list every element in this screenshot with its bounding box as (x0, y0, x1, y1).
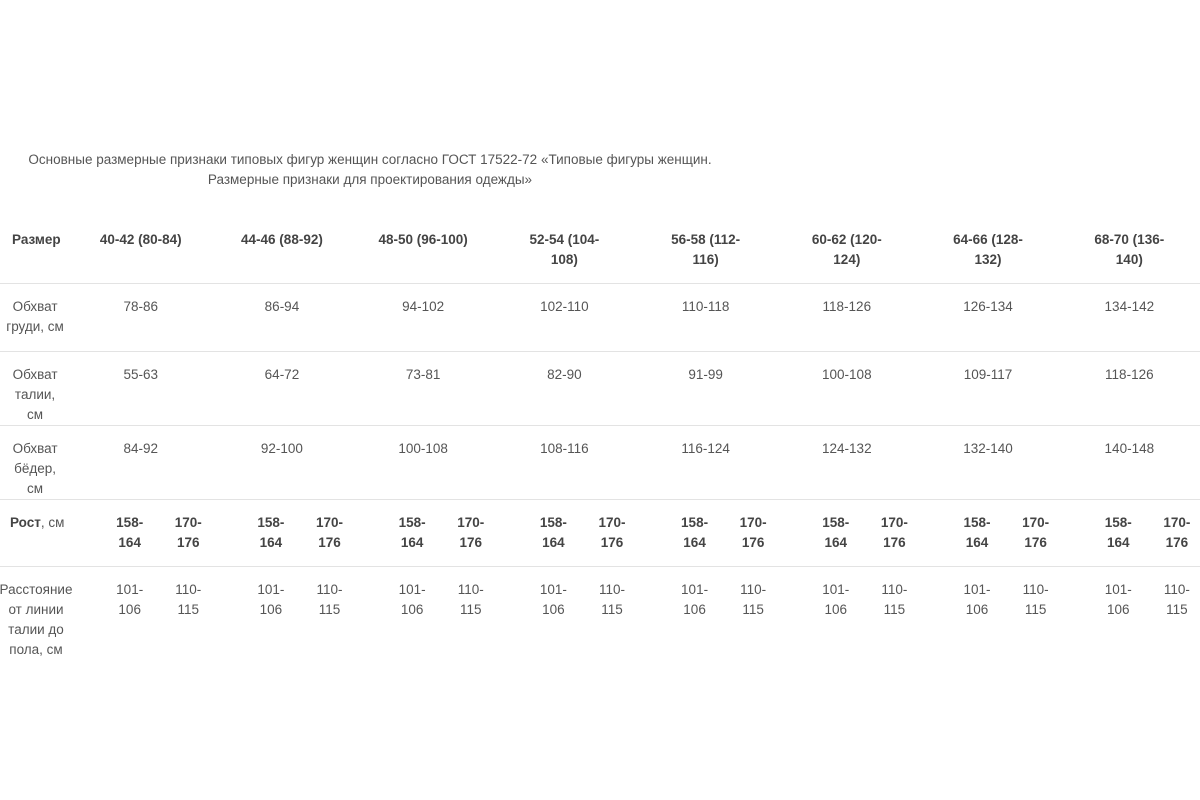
table-cell: 91-99 (688, 367, 723, 382)
caption-line-1: Основные размерные признаки типовых фигур женщин согласно ГОСТ 17522-72 «Типовые фигуры женщин. (28, 152, 712, 167)
height-value: 170-176 (880, 515, 908, 550)
distance-value: 101-106 (257, 582, 285, 617)
distance-value: 101-106 (539, 582, 567, 617)
distance-value: 101-106 (963, 582, 991, 617)
height-value: 158-164 (539, 515, 567, 550)
size-table (0, 217, 1200, 660)
table-cell: 108-116 (540, 441, 589, 456)
height-value: 170-176 (1163, 515, 1191, 550)
height-value: 170-176 (457, 515, 485, 550)
table-cell: 73-81 (405, 367, 441, 382)
table-cell: 86-94 (264, 299, 300, 314)
size-cell (917, 217, 1058, 284)
table-cell: 100-108 (398, 441, 448, 456)
caption-line-2: Размерные признаки для проектирования одежды» (207, 172, 533, 187)
height-value: 158-164 (116, 515, 144, 550)
table-cell: 82-90 (547, 367, 582, 382)
distance-value: 110-115 (1022, 582, 1049, 617)
height-value: 170-176 (598, 515, 626, 550)
size-cell (211, 217, 352, 284)
height-value: 158-164 (963, 515, 991, 550)
height-header-label: Рост, см (10, 515, 65, 530)
size-cell (353, 217, 494, 284)
height-value: 170-176 (739, 515, 767, 550)
table-cell: 102-110 (540, 299, 589, 314)
table-cell: 110-118 (681, 299, 730, 314)
table-caption (0, 150, 740, 190)
distance-value: 110-115 (881, 582, 908, 617)
size-cell (494, 217, 635, 284)
distance-value: 101-106 (822, 582, 850, 617)
size-cell (776, 217, 917, 284)
size-value: 56-58 (112-116) (671, 232, 741, 267)
size-header-label: Размер (12, 232, 61, 247)
table-cell: 132-140 (963, 441, 1013, 456)
table-cell: 84-92 (123, 441, 158, 456)
size-cell (635, 217, 776, 284)
size-value: 52-54 (104-108) (529, 232, 600, 267)
distance-row (0, 567, 1200, 661)
size-value: 40-42 (80-84) (99, 232, 182, 247)
height-value: 158-164 (398, 515, 426, 550)
height-value: 158-164 (822, 515, 850, 550)
size-cell (1059, 217, 1200, 284)
height-value: 170-176 (316, 515, 344, 550)
size-value: 68-70 (136-140) (1094, 232, 1165, 267)
table-cell: 126-134 (963, 299, 1013, 314)
table-cell: 116-124 (681, 441, 730, 456)
distance-value: 101-106 (398, 582, 426, 617)
distance-value: 101-106 (116, 582, 144, 617)
chest-row (0, 284, 1200, 352)
distance-value: 110-115 (457, 582, 484, 617)
distance-value: 110-115 (316, 582, 343, 617)
table-cell: 92-100 (260, 441, 303, 456)
size-value: 44-46 (88-92) (241, 232, 323, 247)
size-header-row (0, 217, 1200, 284)
chest-label: Обхват груди, см (6, 299, 64, 334)
table-cell: 109-117 (963, 367, 1013, 382)
distance-value: 101-106 (681, 582, 709, 617)
table-cell: 124-132 (822, 441, 872, 456)
height-row (0, 500, 1200, 567)
size-value: 64-66 (128-132) (953, 232, 1023, 267)
height-value: 158-164 (681, 515, 709, 550)
size-cell (70, 217, 211, 284)
table-cell: 140-148 (1104, 441, 1155, 456)
table-cell: 94-102 (402, 299, 445, 314)
distance-label: Расстояние от линии талии до пола, см (0, 582, 73, 657)
table-cell: 55-63 (123, 367, 158, 382)
waist-row (0, 352, 1200, 426)
distance-value: 110-115 (175, 582, 202, 617)
distance-value: 110-115 (740, 582, 767, 617)
table-cell: 134-142 (1104, 299, 1155, 314)
height-value: 158-164 (257, 515, 285, 550)
size-value: 60-62 (120-124) (811, 232, 882, 267)
table-cell: 100-108 (822, 367, 872, 382)
hips-row (0, 426, 1200, 500)
distance-value: 110-115 (1163, 582, 1190, 617)
height-value: 170-176 (1022, 515, 1050, 550)
height-value: 170-176 (174, 515, 202, 550)
size-value: 48-50 (96-100) (378, 232, 468, 247)
waist-label: Обхват талии, см (12, 367, 58, 422)
table-cell: 118-126 (822, 299, 872, 314)
table-cell: 64-72 (264, 367, 300, 382)
hips-label: Обхват бёдер, см (12, 441, 58, 496)
distance-value: 110-115 (598, 582, 625, 617)
distance-value: 101-106 (1104, 582, 1132, 617)
table-cell: 78-86 (123, 299, 158, 314)
table-cell: 118-126 (1105, 367, 1154, 382)
height-value: 158-164 (1104, 515, 1132, 550)
